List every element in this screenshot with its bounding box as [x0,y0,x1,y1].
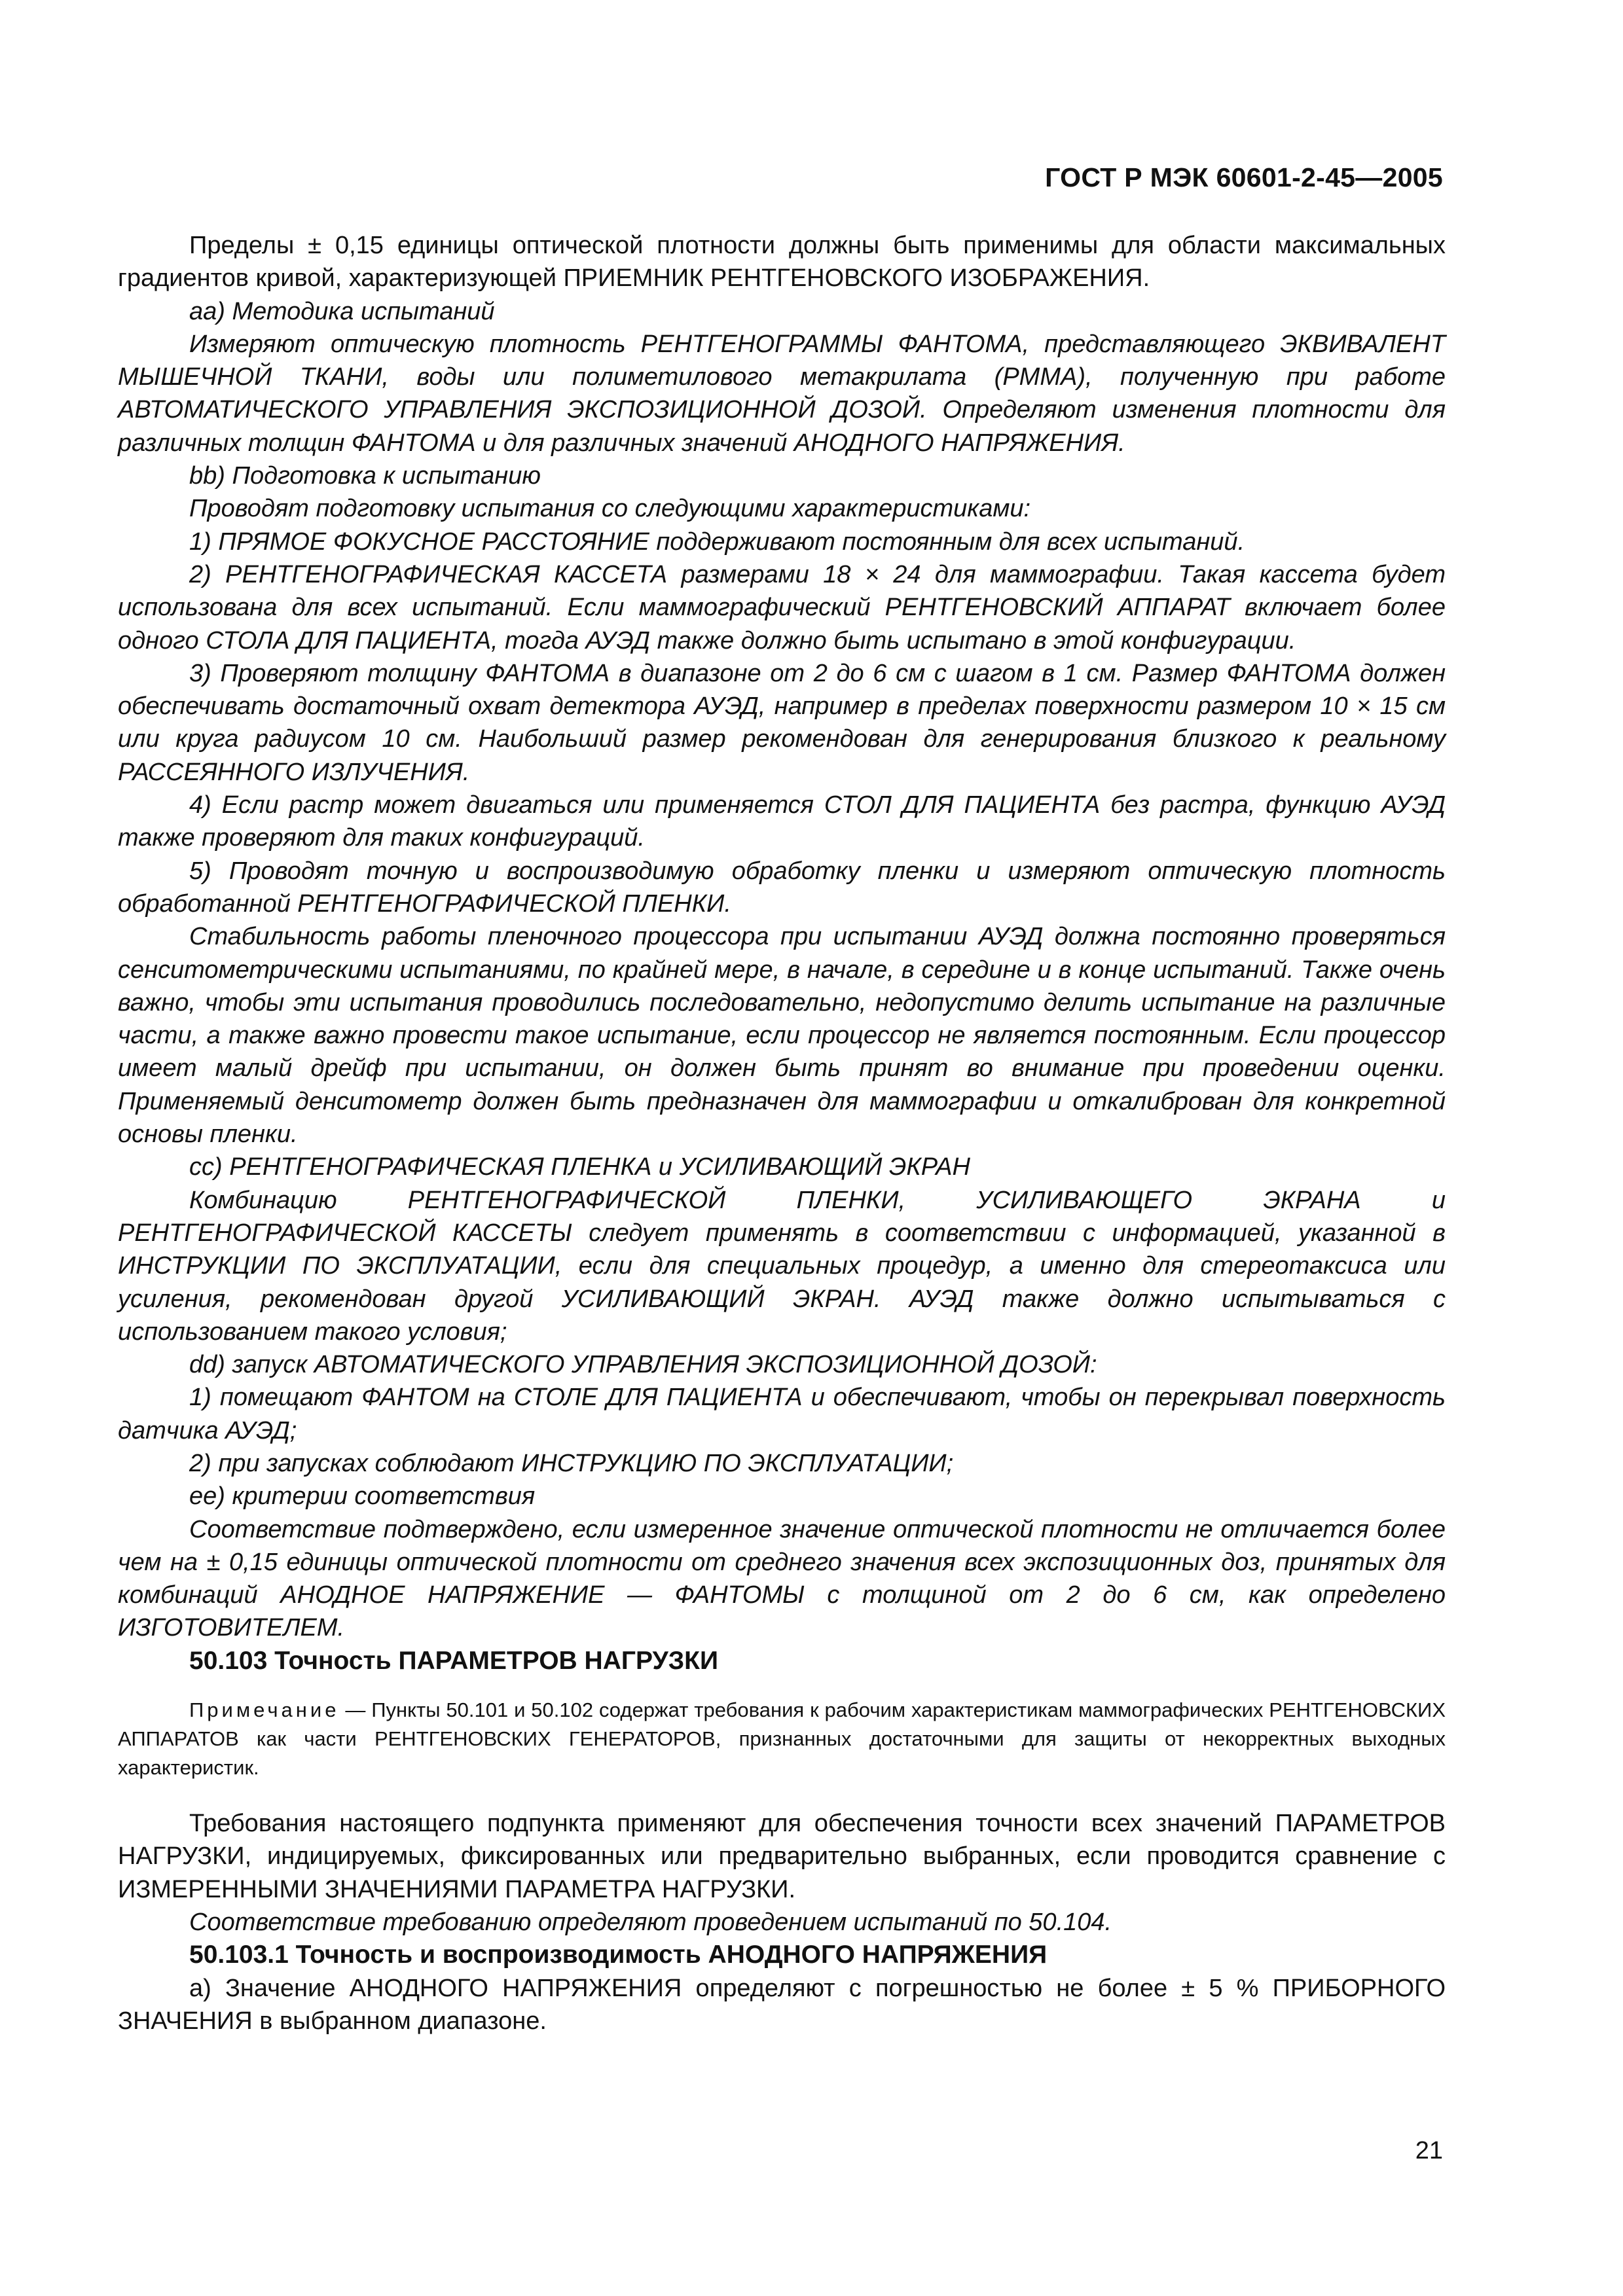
list-item: 4) Если растр может двигаться или применяется СТОЛ ДЛЯ ПАЦИЕНТА без растра, функцию АУЭД также проверяют для таких конфигураций. [118,791,1446,852]
paragraph: а) Значение АНОДНОГО НАПРЯЖЕНИЯ определяют с погрешностью не более ± 5 % ПРИБОРНОГО ЗНАЧЕНИЯ в выбранном диапазоне. [118,1974,1446,2035]
clause-heading-50-103-1: 50.103.1 Точность и воспроизводимость АНОДНОГО НАПРЯЖЕНИЯ [189,1941,1048,1969]
paragraph: Комбинацию РЕНТГЕНОГРАФИЧЕСКОЙ ПЛЕНКИ, УСИЛИВАЮЩЕГО ЭКРАНА и РЕНТГЕНОГРАФИЧЕСКОЙ КАССЕТЫ следует применять в соответствии с информацией, указанной в ИНСТРУКЦИИ ПО ЭКСПЛУАТАЦИИ, если для специальных процедур, а именно для стереотаксиса или усиления, рекомендован другой УСИЛИВАЮЩИЙ ЭКРАН. АУЭД также должно испытываться с использованием такого условия; [118,1186,1446,1346]
note [118,1696,1446,1782]
page-number: 21 [1415,2137,1443,2164]
paragraph: Требования настоящего подпункта применяют для обеспечения точности всех значений ПАРАМЕТРОВ НАГРУЗКИ, индицируемых, фиксированных или предварительно выбранных, если проводится сравнение с ИЗМЕРЕННЫМИ ЗНАЧЕНИЯМИ ПАРАМЕТРА НАГРУЗКИ. [118,1810,1446,1903]
list-item: 3) Проверяют толщину ФАНТОМА в диапазоне от 2 до 6 см с шагом в 1 см. Размер ФАНТОМА должен обеспечивать достаточный охват детектора АУЭД, например в пределах поверхности размером 10 × 15 см или круга радиусом 10 см. Наибольший размер рекомендован для генерирования близкого к реальному РАССЕЯННОГО ИЗЛУЧЕНИЯ. [118,659,1446,786]
list-item: 5) Проводят точную и воспроизводимую обработку пленки и измеряют оптическую плотность обработанной РЕНТГЕНОГРАФИЧЕСКОЙ ПЛЕНКИ. [118,857,1446,918]
section-heading-aa: аа) Методика испытаний [189,297,495,325]
section-heading-bb: bb) Подготовка к испытанию [189,462,541,490]
list-item: 1) ПРЯМОЕ ФОКУСНОЕ РАССТОЯНИЕ поддерживают постоянным для всех испытаний. [189,528,1245,556]
document-header: ГОСТ Р МЭК 60601-2-45—2005 [1045,162,1443,192]
paragraph: Измеряют оптическую плотность РЕНТГЕНОГРАММЫ ФАНТОМА, представляющего ЭКВИВАЛЕНТ МЫШЕЧНОЙ ТКАНИ, воды или полиметилового метакрилата (PMMA), полученную при работе АВТОМАТИЧЕСКОГО УПРАВЛЕНИЯ ЭКСПОЗИЦИОННОЙ ДОЗОЙ. Определяют изменения плотности для различных толщин ФАНТОМА и для различных значений АНОДНОГО НАПРЯЖЕНИЯ. [118,330,1446,457]
note-text: — Пункты 50.101 и 50.102 содержат требования к рабочим характеристикам маммографических РЕНТГЕНОВСКИХ АППАРАТОВ как части РЕНТГЕНОВСКИХ ГЕНЕРАТОРОВ, признанных достаточными для защиты от некорректных выходных характеристик. [118,1698,1446,1780]
paragraph: Соответствие подтверждено, если измеренное значение оптической плотности не отличается более чем на ± 0,15 единицы оптической плотности от среднего значения всех экспозиционных доз, принятых для комбинаций АНОДНОЕ НАПРЯЖЕНИЕ — ФАНТОМЫ с толщиной от 2 до 6 см, как определено ИЗГОТОВИТЕЛЕМ. [118,1515,1446,1642]
paragraph: Проводят подготовку испытания со следующими характеристиками: [189,495,1031,523]
list-item: 2) при запусках соблюдают ИНСТРУКЦИЮ ПО ЭКСПЛУАТАЦИИ; [189,1449,954,1477]
paragraph: Стабильность работы пленочного процессора при испытании АУЭД должна постоянно проверяться сенситометрическими испытаниями, по крайней мере, в начале, в середине и в конце испытаний. Также очень важно, чтобы эти испытания проводились последовательно, недопустимо делить испытание на различные части, а также важно провести такое испытание, если процессор не является постоянным. Если процессор имеет малый дрейф при испытании, он должен быть принят во внимание при проведении оценки. Применяемый денситометр должен быть предназначен для маммографии и откалиброван для конкретной основы пленки. [118,923,1446,1149]
list-item: 2) РЕНТГЕНОГРАФИЧЕСКАЯ КАССЕТА размерами 18 × 24 для маммографии. Такая кассета будет использована для всех испытаний. Если маммографический РЕНТГЕНОВСКИЙ АППАРАТ включает более одного СТОЛА ДЛЯ ПАЦИЕНТА, тогда АУЭД также должно быть испытано в этой конфигурации. [118,560,1446,655]
section-heading-ee: ее) критерии соответствия [189,1482,536,1511]
clause-heading-50-103: 50.103 Точность ПАРАМЕТРОВ НАГРУЗКИ [189,1646,719,1675]
list-item: 1) помещают ФАНТОМ на СТОЛЕ ДЛЯ ПАЦИЕНТА и обеспечивают, чтобы он перекрывал поверхность датчика АУЭД; [118,1384,1446,1444]
document-body [118,229,1446,2037]
note-label: Примечание [189,1698,340,1722]
paragraph: Соответствие требованию определяют проведением испытаний по 50.104. [189,1908,1112,1936]
paragraph: Пределы ± 0,15 единицы оптической плотности должны быть применимы для области максимальных градиентов кривой, характеризующей ПРИЕМНИК РЕНТГЕНОВСКОГО ИЗОБРАЖЕНИЯ. [118,232,1446,293]
section-heading-dd: dd) запуск АВТОМАТИЧЕСКОГО УПРАВЛЕНИЯ ЭКСПОЗИЦИОННОЙ ДОЗОЙ: [189,1351,1097,1379]
section-heading-cc: сс) РЕНТГЕНОГРАФИЧЕСКАЯ ПЛЕНКА и УСИЛИВАЮЩИЙ ЭКРАН [189,1153,970,1181]
